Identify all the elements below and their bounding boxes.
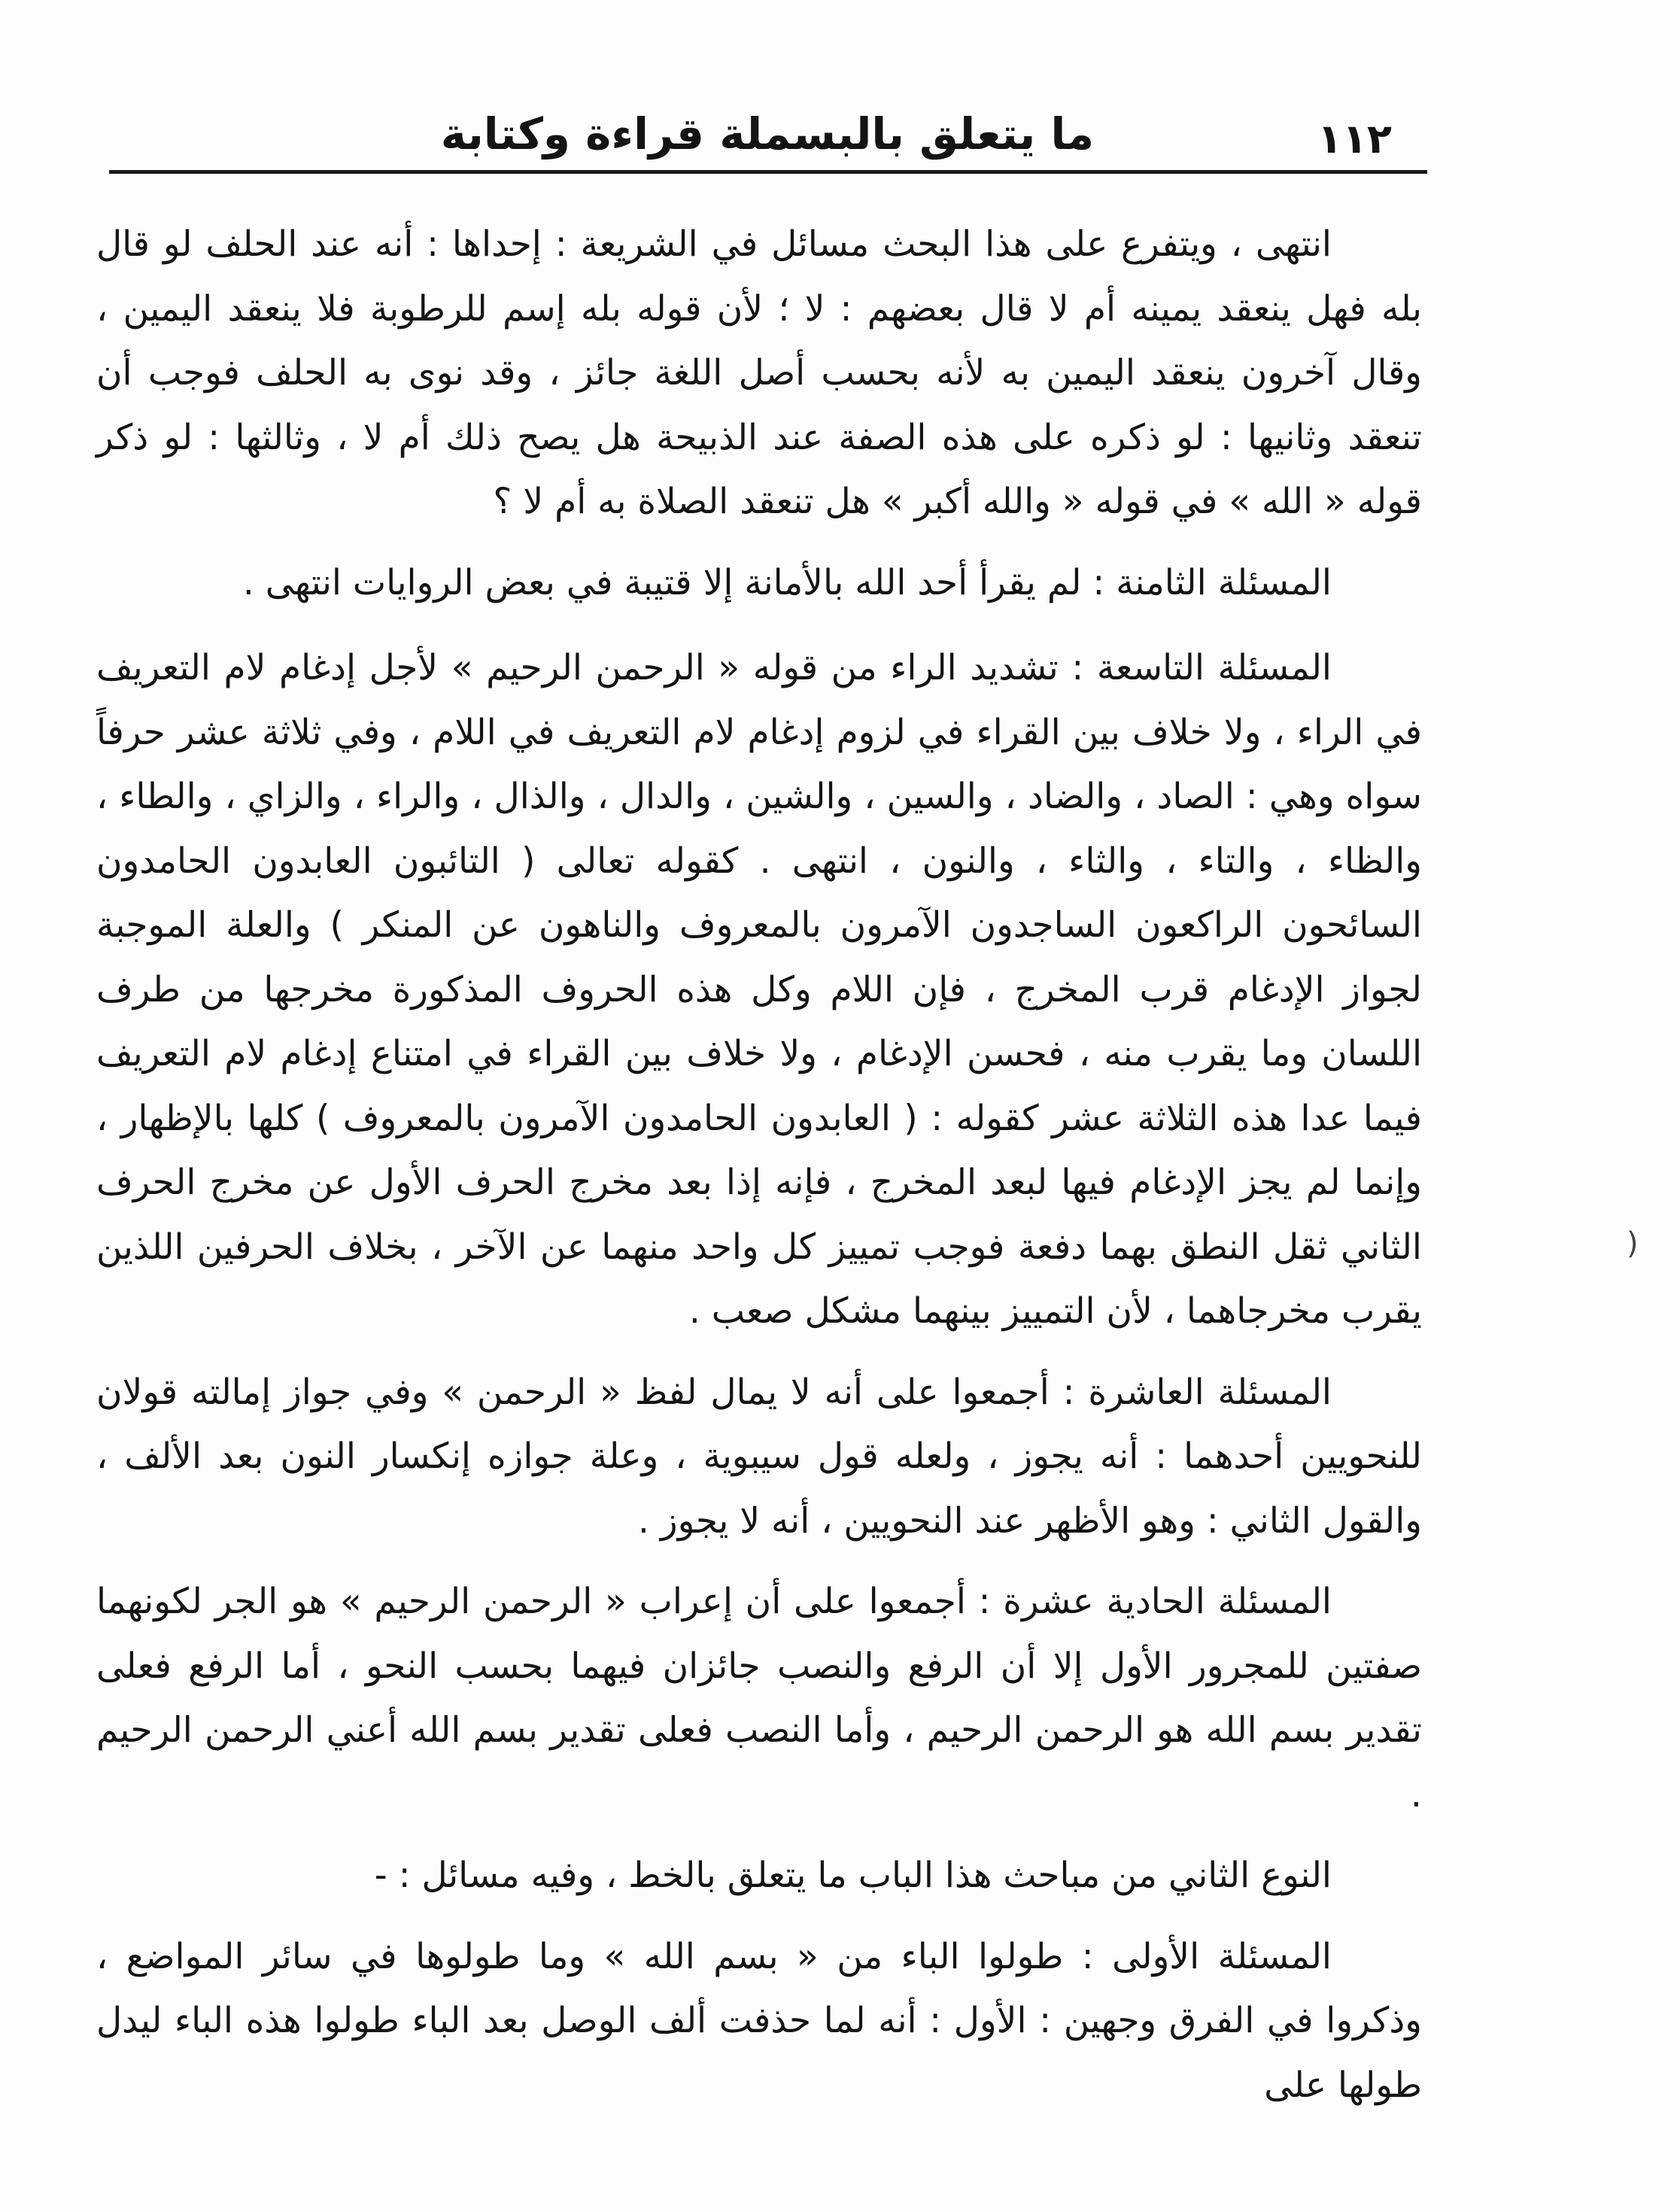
paragraph-issue-9: المسئلة التاسعة : تشديد الراء من قوله « الرحمن الرحيم » لأجل إدغام لام التعريف في الراء ، ولا خلاف بين القراء في لزوم إدغام لام التعريف في اللام ، وفي ثلاثة عشر حرفاً سواه وهي : الصاد ، والضاد ، والسين ، والشين ، والدال ، والذال ، والراء ، والزاي ، والطاء ، والظاء ، والتاء ، والثاء ، والنون ، انتهى . كقوله تعالى ( التائبون العابدون الحامدون السائحون الراكعون الساجدون الآمرون بالمعروف والناهون عن المنكر ) والعلة الموجبة لجواز الإدغام قرب المخرج ، فإن اللام وكل هذه الحروف المذكورة مخرجها من طرف اللسان وما يقرب منه ، فحسن الإدغام ، ولا خلاف بين القراء في امتناع إدغام لام التعريف فيما عدا هذه الثلاثة عشر كقوله : ( العابدون الحامدون الآمرون بالمعروف ) كلها بالإظهار ، وإنما لم يجز الإدغام فيها لبعد المخرج ، فإنه إذا بعد مخرج الحرف الأول عن مخرج الحرف الثاني ثقل النطق بهما دفعة فوجب تمييز كل واحد منهما عن الآخر ، بخلاف الحرفين اللذين يقرب مخرجاهما ، لأن التمييز بينهما مشكل صعب . — [96, 647, 1422, 1332]
running-title: ما يتعلق بالبسملة قراءة وكتابة — [440, 108, 1095, 160]
paragraph-section-two: النوع الثاني من مباحث هذا الباب ما يتعلق بالخط ، وفيه مسائل : - — [374, 1855, 1332, 1896]
paragraph-issue-11: المسئلة الحادية عشرة : أجمعوا على أن إعراب « الرحمن الرحيم » هو الجر لكونهما صفتين للمجرور الأول إلا أن الرفع والنصب جائزان فيهما بحسب النحو ، أما الرفع فعلى تقدير بسم الله هو الرحمن الرحيم ، وأما النصب فعلى تقدير بسم الله أعني الرحمن الرحيم . — [96, 1581, 1422, 1815]
page-number: ١١٢ — [1317, 115, 1392, 163]
running-head — [113, 102, 1422, 169]
header-rule — [109, 170, 1427, 174]
body-text — [96, 212, 1422, 2117]
paragraph-issue-10: المسئلة العاشرة : أجمعوا على أنه لا يمال لفظ « الرحمن » وفي جواز إمالته قولان للنحويين أحدهما : أنه يجوز ، ولعله قول سيبوية ، وعلة جوازه إنكسار النون بعد الألف ، والقول الثاني : وهو الأظهر عند النحويين ، أنه لا يجوز . — [96, 1371, 1422, 1542]
paragraph-issue-8: المسئلة الثامنة : لم يقرأ أحد الله بالأمانة إلا قتيبة في بعض الروايات انتهى . — [242, 561, 1332, 603]
paragraph-intro: انتهى ، ويتفرع على هذا البحث مسائل في الشريعة : إحداها : أنه عند الحلف لو قال بله فهل ينعقد يمينه أم لا قال بعضهم : لا ؛ لأن قوله بله إسم للرطوبة فلا ينعقد اليمين ، وقال آخرون ينعقد اليمين به لأنه بحسب أصل اللغة جائز ، وقد نوى به الحلف فوجب أن تنعقد وثانيها : لو ذكره على هذه الصفة عند الذبيحة هل يصح ذلك أم لا ، وثالثها : لو ذكر قوله « الله » في قوله « والله أكبر » هل تنعقد الصلاة به أم لا ؟ — [96, 223, 1422, 522]
margin-mark: ( — [1627, 1226, 1639, 1261]
paragraph-issue-1: المسئلة الأولى : طولوا الباء من « بسم الله » وما طولوها في سائر المواضع ، وذكروا في الفرق وجهين : الأول : أنه لما حذفت ألف الوصل بعد الباء طولوا هذه الباء ليدل طولها على — [96, 1935, 1422, 2106]
